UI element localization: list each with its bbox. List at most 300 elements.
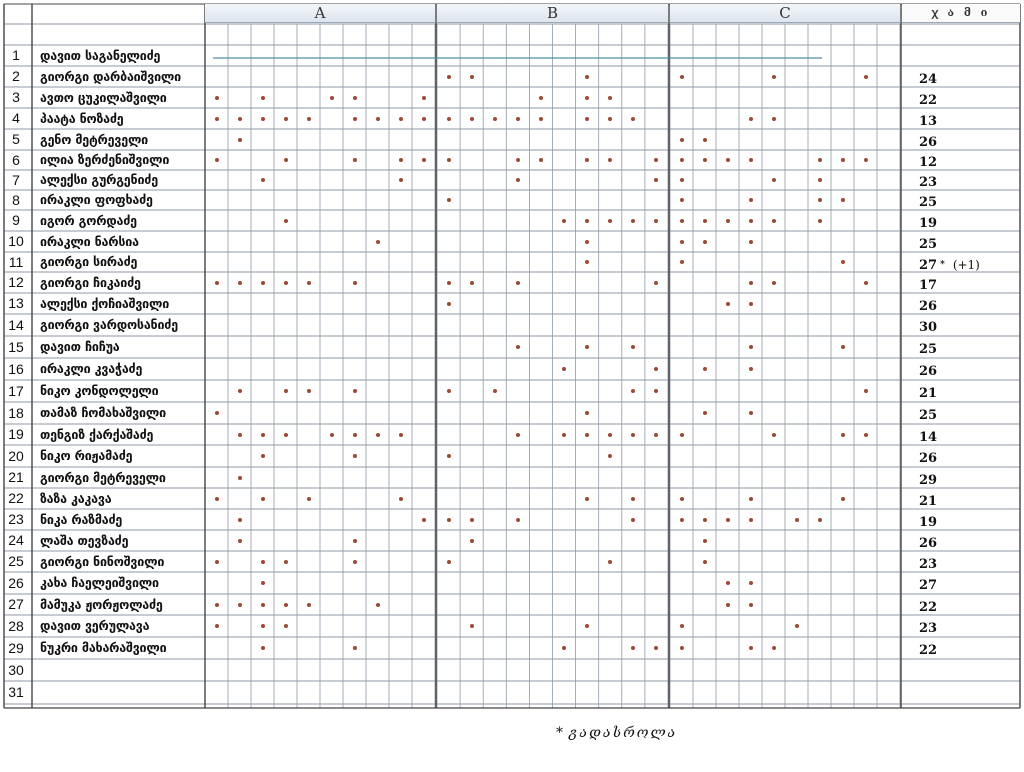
row-number[interactable]: 25 (8, 553, 24, 569)
score-cell[interactable] (919, 597, 937, 618)
absence-mark (680, 646, 684, 650)
absence-mark (585, 75, 589, 79)
student-name[interactable]: კახა ჩაელეიშვილი (40, 575, 159, 590)
score-cell[interactable] (919, 427, 937, 448)
absence-mark (841, 158, 845, 162)
student-name[interactable]: პაატა ნოზაძე (40, 111, 124, 126)
row-number[interactable]: 16 (8, 361, 24, 377)
absence-mark (818, 158, 822, 162)
absence-mark (539, 96, 543, 100)
absence-mark (585, 219, 589, 223)
absence-mark (516, 433, 520, 437)
absence-mark (353, 96, 357, 100)
absence-mark (749, 411, 753, 415)
student-name[interactable]: იგორ გორდაძე (40, 213, 137, 228)
score-value: 27 (919, 578, 938, 593)
absence-mark (726, 518, 730, 522)
absence-mark (749, 219, 753, 223)
absence-mark (680, 260, 684, 264)
absence-mark (399, 158, 403, 162)
absence-mark (749, 581, 753, 585)
absence-mark (516, 281, 520, 285)
absence-mark (238, 138, 242, 142)
absence-mark (422, 518, 426, 522)
absence-mark (215, 560, 219, 564)
absence-mark (749, 603, 753, 607)
absence-mark (353, 433, 357, 437)
score-cell[interactable] (919, 111, 937, 132)
absence-mark (680, 178, 684, 182)
absence-mark (493, 117, 497, 121)
absence-mark (447, 518, 451, 522)
absence-mark (399, 178, 403, 182)
absence-mark (864, 389, 868, 393)
absence-mark (608, 433, 612, 437)
absence-mark (215, 624, 219, 628)
student-name[interactable]: ალექსი ქოჩიაშვილი (40, 296, 170, 311)
score-note: (+1) (952, 258, 980, 272)
footnote-star: * (556, 725, 565, 741)
row-number[interactable]: 24 (8, 532, 24, 548)
absence-mark (353, 646, 357, 650)
absence-mark (284, 624, 288, 628)
absence-mark (585, 240, 589, 244)
absence-mark (726, 302, 730, 306)
score-value: 21 (919, 494, 938, 509)
score-value: 23 (919, 557, 938, 572)
absence-mark (818, 219, 822, 223)
absence-mark (238, 389, 242, 393)
absence-mark (841, 260, 845, 264)
score-value: 25 (919, 408, 938, 423)
absence-mark (608, 219, 612, 223)
absence-mark (608, 96, 612, 100)
absence-mark (284, 117, 288, 121)
absence-mark (749, 198, 753, 202)
absence-mark (585, 433, 589, 437)
absence-mark (284, 219, 288, 223)
absence-mark (631, 117, 635, 121)
absence-mark (841, 497, 845, 501)
absence-mark (516, 518, 520, 522)
absence-mark (447, 117, 451, 121)
absence-mark (215, 411, 219, 415)
row-number[interactable]: 6 (12, 152, 20, 168)
score-value: 13 (919, 114, 938, 129)
absence-mark (726, 603, 730, 607)
absence-mark (330, 96, 334, 100)
absence-mark (422, 117, 426, 121)
score-cell[interactable] (919, 361, 937, 383)
row-number[interactable]: 26 (8, 575, 24, 591)
absence-mark (841, 433, 845, 437)
row-number[interactable]: 18 (8, 405, 24, 421)
score-cell[interactable] (919, 213, 937, 234)
row-number[interactable]: 11 (8, 254, 24, 270)
score-cell[interactable] (919, 317, 937, 339)
absence-mark (539, 117, 543, 121)
student-name[interactable]: გიორგი ნინოშვილი (40, 554, 165, 569)
absence-mark (447, 158, 451, 162)
absence-mark (261, 178, 265, 182)
absence-mark (608, 560, 612, 564)
absence-mark (680, 240, 684, 244)
score-value: 21 (919, 386, 938, 401)
absence-mark (215, 158, 219, 162)
row-number[interactable]: 3 (12, 89, 20, 105)
student-name[interactable]: ნიკო კონდოლელი (40, 383, 159, 398)
absence-mark (399, 497, 403, 501)
absence-mark (470, 518, 474, 522)
absence-mark (539, 158, 543, 162)
absence-mark (631, 433, 635, 437)
absence-mark (422, 96, 426, 100)
absence-mark (631, 497, 635, 501)
student-name[interactable]: გიორგი სირაძე (40, 254, 138, 269)
absence-mark (516, 178, 520, 182)
student-name[interactable]: ავთო ცუკილაშვილი (40, 90, 167, 105)
student-name[interactable]: გიორგი მეტრეველი (40, 470, 166, 485)
student-name[interactable]: ირაკლი ფოფხაძე (40, 192, 153, 207)
absence-mark (447, 302, 451, 306)
row-number[interactable]: 17 (8, 383, 24, 399)
absence-mark (261, 454, 265, 458)
absence-mark (399, 433, 403, 437)
score-cell[interactable] (919, 69, 937, 90)
absence-mark (238, 281, 242, 285)
absence-mark (353, 158, 357, 162)
absence-mark (261, 581, 265, 585)
score-cell[interactable] (919, 640, 937, 662)
score-cell[interactable] (919, 173, 937, 193)
absence-mark (307, 281, 311, 285)
absence-mark (493, 389, 497, 393)
absence-mark (447, 560, 451, 564)
absence-mark (749, 518, 753, 522)
score-cell[interactable] (919, 193, 937, 213)
student-name[interactable]: ილია ზერძენიშვილი (40, 152, 170, 167)
student-name[interactable]: ზაზა კაკავა (40, 491, 112, 506)
row-number[interactable]: 23 (8, 511, 24, 527)
absence-mark (307, 389, 311, 393)
row-number[interactable]: 27 (8, 596, 24, 612)
score-cell[interactable] (919, 533, 937, 554)
absence-mark (703, 240, 707, 244)
footnote-text: გადასროლა (569, 725, 678, 741)
absence-mark (238, 518, 242, 522)
absence-mark (749, 367, 753, 371)
row-number[interactable]: 7 (12, 172, 20, 188)
column-header-c[interactable]: C (779, 4, 791, 22)
student-name[interactable]: გიორგი ვარდოსანიძე (40, 317, 178, 332)
row-number[interactable]: 31 (8, 684, 24, 700)
score-value: 17 (919, 278, 938, 293)
score-value: 25 (919, 342, 938, 357)
absence-mark (516, 117, 520, 121)
absence-mark (585, 497, 589, 501)
score-cell[interactable] (919, 618, 937, 640)
absence-mark (585, 96, 589, 100)
absence-mark (284, 158, 288, 162)
student-name[interactable]: გენო მეტრეველი (40, 132, 149, 147)
absence-mark (284, 603, 288, 607)
row-number[interactable]: 2 (12, 68, 20, 84)
absence-mark (772, 178, 776, 182)
score-cell[interactable] (919, 491, 937, 512)
absence-mark (703, 219, 707, 223)
score-cell[interactable] (919, 153, 937, 173)
row-number[interactable]: 20 (8, 448, 24, 464)
row-number[interactable]: 21 (8, 469, 24, 485)
absence-mark (749, 158, 753, 162)
student-name[interactable]: დავით საგანელიძე (40, 48, 161, 63)
score-value: 22 (919, 600, 938, 615)
student-name[interactable]: თამაზ ჩომახაშვილი (40, 405, 166, 420)
absence-mark (353, 117, 357, 121)
score-value: 26 (919, 451, 938, 466)
absence-mark (447, 389, 451, 393)
absence-mark (749, 302, 753, 306)
absence-mark (703, 560, 707, 564)
column-header-b[interactable]: B (546, 4, 559, 22)
absence-mark (703, 411, 707, 415)
absence-mark (238, 433, 242, 437)
score-cell[interactable] (919, 255, 980, 275)
absence-mark (680, 433, 684, 437)
absence-mark (864, 158, 868, 162)
absence-mark (703, 138, 707, 142)
absence-mark (261, 497, 265, 501)
absence-mark (261, 281, 265, 285)
absence-mark (470, 281, 474, 285)
row-number[interactable]: 1 (12, 47, 20, 63)
row-number[interactable]: 9 (12, 212, 20, 228)
score-cell[interactable] (919, 296, 937, 317)
absence-mark (261, 117, 265, 121)
student-name[interactable]: მამუკა ჟორჟოლაძე (40, 597, 163, 612)
absence-mark (841, 345, 845, 349)
absence-mark (215, 117, 219, 121)
student-name[interactable]: გიორგი ჩიკაიძე (40, 275, 141, 290)
row-number[interactable]: 28 (8, 618, 24, 634)
student-name[interactable]: ირაკლი ნარსია (40, 234, 139, 249)
absence-mark (726, 158, 730, 162)
score-cell[interactable] (919, 339, 937, 361)
absence-mark (795, 624, 799, 628)
absence-mark (284, 560, 288, 564)
absence-mark (261, 646, 265, 650)
row-number[interactable]: 13 (8, 295, 24, 311)
score-value: 12 (919, 155, 938, 170)
score-cell[interactable] (919, 575, 937, 597)
absence-mark (238, 603, 242, 607)
absence-mark (353, 560, 357, 564)
absence-mark (703, 518, 707, 522)
row-number[interactable]: 15 (8, 339, 24, 355)
absence-mark (376, 433, 380, 437)
absence-mark (261, 603, 265, 607)
score-cell[interactable] (919, 405, 937, 427)
score-value: 23 (919, 175, 938, 190)
absence-mark (680, 219, 684, 223)
absence-mark (585, 117, 589, 121)
absence-mark (307, 603, 311, 607)
absence-mark (680, 158, 684, 162)
row-number[interactable]: 19 (8, 426, 24, 442)
row-number[interactable]: 14 (8, 317, 24, 333)
row-number[interactable]: 8 (12, 192, 20, 208)
absence-mark (307, 117, 311, 121)
student-name[interactable]: ალექსი გურგენიძე (40, 172, 158, 187)
absence-mark (818, 518, 822, 522)
absence-mark (680, 198, 684, 202)
score-value: 19 (919, 216, 938, 231)
student-name[interactable]: ნიკა რაზმაძე (40, 512, 123, 527)
score-value: 25 (919, 195, 938, 210)
score-value: 26 (919, 536, 938, 551)
absence-mark (215, 497, 219, 501)
score-cell[interactable] (919, 90, 937, 111)
absence-mark (261, 624, 265, 628)
absence-mark (703, 158, 707, 162)
absence-mark (376, 603, 380, 607)
absence-mark (470, 624, 474, 628)
absence-mark (680, 518, 684, 522)
row-number[interactable]: 22 (8, 490, 24, 506)
row-number[interactable]: 29 (8, 640, 24, 656)
score-value: 14 (919, 430, 938, 445)
absence-mark (215, 603, 219, 607)
absence-mark (749, 646, 753, 650)
absence-mark (795, 518, 799, 522)
absence-mark (353, 281, 357, 285)
score-value: 29 (919, 473, 938, 488)
score-star: * (940, 260, 945, 270)
absence-mark (376, 117, 380, 121)
score-cell[interactable] (919, 132, 937, 153)
row-number[interactable]: 5 (12, 131, 20, 147)
absence-mark (772, 75, 776, 79)
absence-mark (284, 389, 288, 393)
absence-mark (261, 560, 265, 564)
absence-mark (680, 75, 684, 79)
absence-mark (772, 433, 776, 437)
absence-mark (726, 219, 730, 223)
column-header-x[interactable]: ꭓ ა მ ი (931, 6, 991, 19)
score-cell[interactable] (919, 275, 937, 296)
student-name[interactable]: ლაშა თევზაძე (40, 533, 129, 548)
absence-mark (749, 345, 753, 349)
absence-mark (353, 539, 357, 543)
absence-mark (447, 75, 451, 79)
absence-mark (238, 539, 242, 543)
row-number[interactable]: 30 (8, 662, 24, 678)
absence-mark (261, 96, 265, 100)
absence-mark (864, 75, 868, 79)
score-value: 26 (919, 364, 938, 379)
absence-mark (772, 281, 776, 285)
student-name[interactable]: თენგიზ ქარქაშაძე (40, 427, 154, 442)
absence-mark (261, 433, 265, 437)
absence-mark (749, 497, 753, 501)
row-number[interactable]: 10 (8, 233, 24, 249)
absence-mark (749, 240, 753, 244)
absence-mark (330, 433, 334, 437)
absence-mark (215, 281, 219, 285)
absence-mark (703, 367, 707, 371)
student-name[interactable]: დავით ჩიჩუა (40, 339, 120, 354)
absence-mark (284, 433, 288, 437)
student-name[interactable]: ნიკო რიჟამაძე (40, 448, 133, 463)
absence-mark (864, 281, 868, 285)
absence-mark (284, 281, 288, 285)
absence-mark (447, 281, 451, 285)
absence-mark (399, 117, 403, 121)
student-name[interactable]: ირაკლი კვაჭაძე (40, 361, 143, 376)
absence-mark (818, 178, 822, 182)
score-value: 22 (919, 93, 938, 108)
score-value: 23 (919, 621, 938, 636)
absence-mark (749, 281, 753, 285)
absence-mark (772, 117, 776, 121)
absence-mark (772, 646, 776, 650)
absence-mark (238, 476, 242, 480)
score-value: 26 (919, 299, 938, 314)
score-value: 25 (919, 237, 938, 252)
absence-mark (470, 539, 474, 543)
absence-mark (772, 219, 776, 223)
absence-mark (680, 497, 684, 501)
absence-mark (562, 219, 566, 223)
absence-mark (631, 518, 635, 522)
score-value: 26 (919, 135, 938, 150)
absence-mark (422, 158, 426, 162)
absence-mark (680, 138, 684, 142)
score-cell[interactable] (919, 554, 937, 575)
score-cell[interactable] (919, 448, 937, 470)
score-cell[interactable] (919, 234, 937, 255)
absence-mark (376, 240, 380, 244)
absence-mark (703, 539, 707, 543)
score-value: 22 (919, 643, 938, 658)
score-cell[interactable] (919, 383, 937, 405)
score-value: 30 (919, 320, 938, 335)
absence-mark (726, 581, 730, 585)
absence-mark (307, 497, 311, 501)
absence-mark (680, 624, 684, 628)
absence-mark (562, 433, 566, 437)
score-value: 19 (919, 515, 938, 530)
score-cell[interactable] (919, 470, 937, 491)
absence-mark (470, 117, 474, 121)
student-name[interactable]: გიორგი დარბაიშვილი (40, 69, 181, 84)
absence-mark (470, 75, 474, 79)
student-name[interactable]: ნუკრი მახარაშვილი (40, 640, 167, 655)
absence-mark (447, 198, 451, 202)
absence-mark (631, 219, 635, 223)
absence-mark (516, 345, 520, 349)
row-number[interactable]: 12 (8, 274, 24, 290)
absence-mark (353, 454, 357, 458)
student-name[interactable]: დავით ვერულავა (40, 618, 150, 633)
absence-mark (238, 117, 242, 121)
score-cell[interactable] (919, 512, 937, 533)
absence-mark (608, 117, 612, 121)
absence-mark (818, 198, 822, 202)
row-number[interactable]: 4 (12, 110, 20, 126)
column-header-a[interactable]: A (314, 4, 326, 22)
absence-mark (749, 117, 753, 121)
